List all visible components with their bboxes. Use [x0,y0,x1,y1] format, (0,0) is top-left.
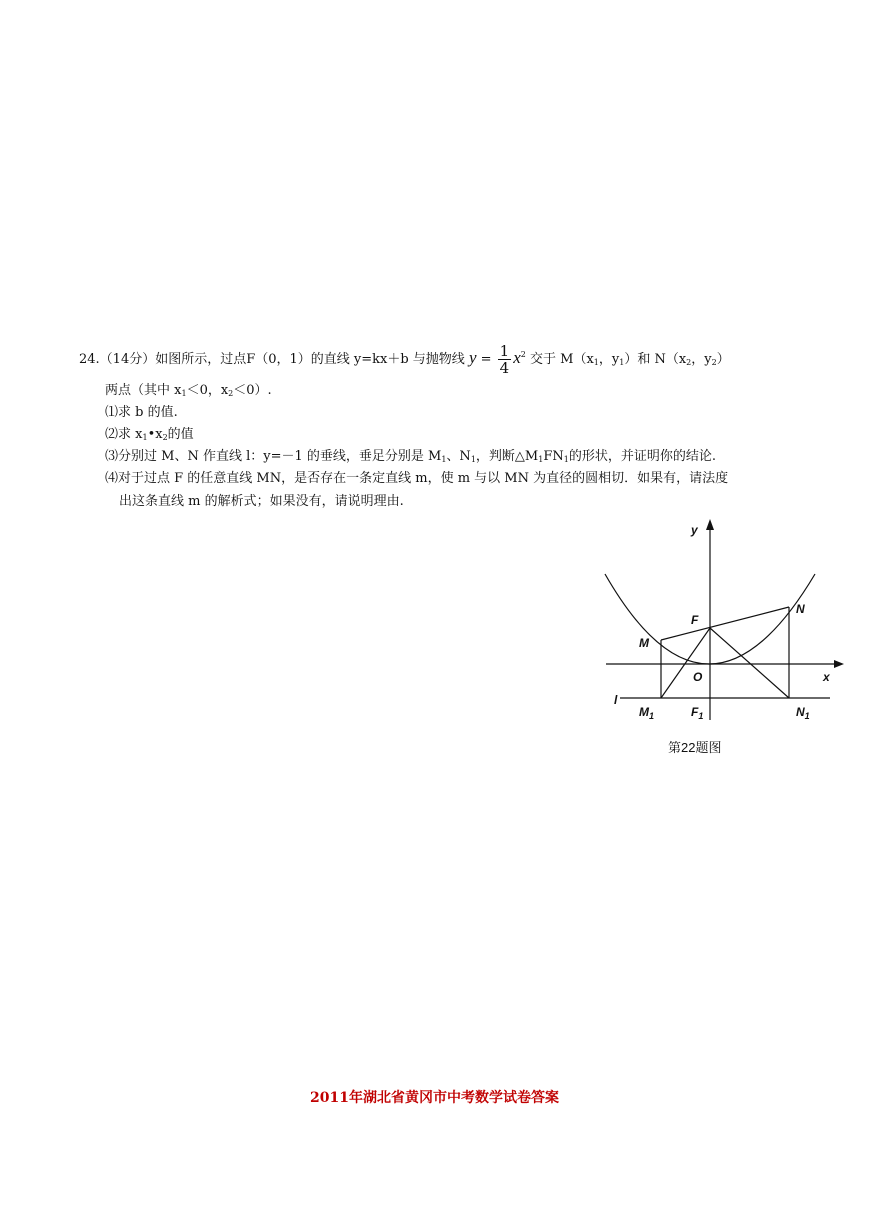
subscript: 1 [181,389,187,398]
intro-text-after-3: ）和 N（x [624,352,687,367]
label-m1-sub: 1 [649,711,655,721]
problem-intro-line [79,343,730,376]
formula-denominator: 4 [499,359,510,377]
label-n: N [796,602,805,616]
label-n1 [796,705,810,721]
formula-x: x [513,348,521,367]
question-3 [105,449,716,468]
line2-text-b: ＜0，x [186,383,229,398]
question-3-text-c: ，判断△M [475,449,539,464]
question-4-text-2: 出这条直线 m 的解析式；如果没有，请说明理由. [119,494,404,509]
question-4-text-1: ⑷对于过点 F 的任意直线 MN，是否存在一条定直线 m，使 m 与以 MN 为直径的圆相切．如果有，请法度 [105,471,729,486]
question-3-text-a: ⑶分别过 M、N 作直线 l：y=－1 的垂线，垂足分别是 M [105,449,442,464]
line2-text-a: 两点（其中 x [105,383,182,398]
label-f1 [691,705,703,721]
question-2 [105,427,194,446]
question-4-line-1 [105,471,728,487]
line-mn [661,607,789,640]
subscript: 1 [563,455,569,464]
line2-text-c: ＜0）. [233,383,272,398]
subscript: 2 [162,433,168,442]
label-y: y [691,523,698,537]
parabola-figure [600,515,850,730]
label-n1-sub: 1 [804,711,810,721]
formula-exponent: 2 [520,350,526,359]
question-3-text-d: FN [543,449,564,464]
label-m: M [639,636,649,650]
formula-y: y [468,348,477,367]
formula-eq: = [476,352,496,367]
label-f: F [691,613,699,627]
intro-text-after-5: ） [716,352,730,367]
subscript: 1 [441,455,447,464]
question-3-text-b: 、N [446,449,471,464]
x-axis-arrow [834,660,844,668]
label-o: O [693,670,703,684]
question-2-text-b: •x [147,427,163,442]
subscript: 2 [686,358,692,367]
formula-fraction [498,343,512,376]
document-footer-title: 2011年湖北省黄冈市中考数学试卷答案 [310,1090,559,1106]
subscript: 1 [619,358,625,367]
label-m1-main: M [639,705,649,719]
label-f1-sub: 1 [698,711,704,721]
subscript: 2 [711,358,717,367]
intro-text-before: 24.（14分）如图所示，过点F（0，1）的直线 y=kx＋b 与抛物线 [79,352,465,367]
question-4-line-2 [119,494,404,510]
subscript: 1 [593,358,599,367]
figure-caption: 第22题图 [668,740,722,755]
intro-text-after-1: 交于 M（x [530,352,594,367]
label-m1 [639,705,654,721]
question-2-text-c: 的值 [167,427,194,442]
subscript: 1 [538,455,544,464]
question-2-text-a: ⑵求 x [105,427,143,442]
formula-numerator: 1 [499,342,510,360]
subscript: 1 [142,433,148,442]
y-axis-arrow [706,519,714,530]
question-1-text: ⑴求 b 的值. [105,405,178,420]
intro-text-after-4: ，y [691,352,712,367]
question-3-text-e: 的形状，并证明你的结论. [568,449,716,464]
subscript: 2 [228,389,234,398]
label-l: l [614,693,618,707]
question-1 [105,405,178,421]
intro-text-after-2: ，y [598,352,620,367]
label-f1-main: F [691,705,699,719]
label-x: x [823,670,830,684]
problem-line-2 [105,383,272,402]
subscript: 1 [470,455,476,464]
label-n1-main: N [796,705,805,719]
